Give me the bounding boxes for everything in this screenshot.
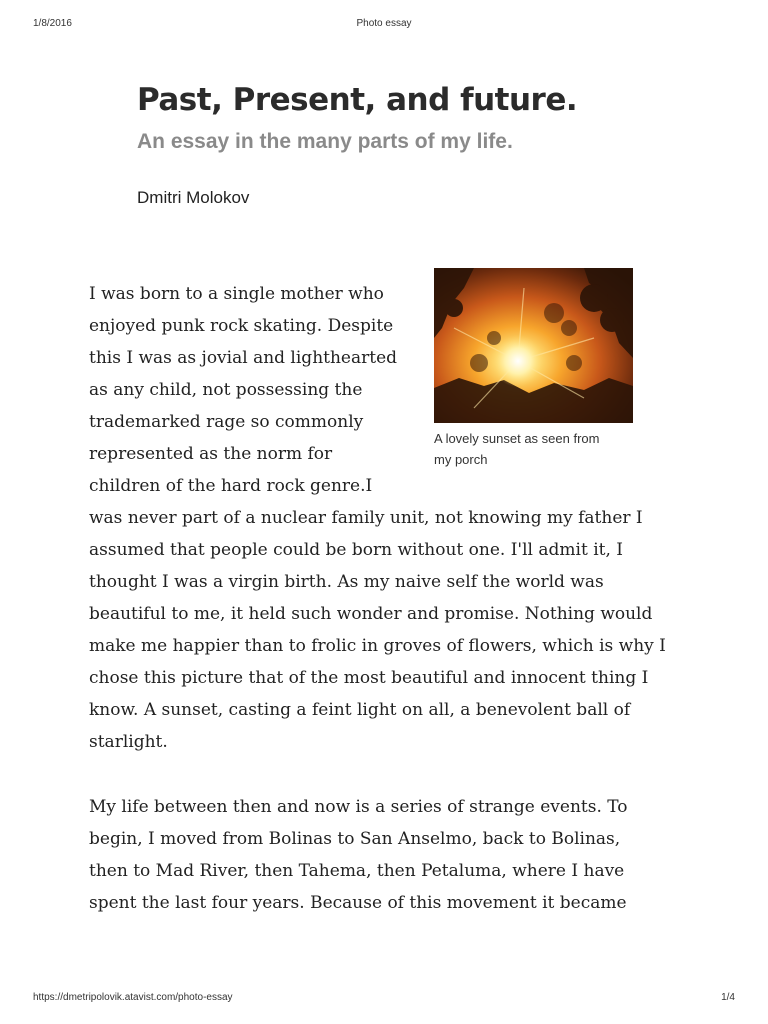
text-line: make me happier than to frolic in groves of flowers, which is why I [89, 636, 666, 656]
text-line: know. A sunset, casting a feint light on all, a benevolent ball of [89, 700, 631, 720]
print-page-number: 1/4 [721, 992, 735, 1003]
text-line: this I was as jovial and lighthearted [89, 348, 398, 368]
text-line: trademarked rage so commonly [89, 412, 364, 432]
text-line: represented as the norm for [89, 444, 333, 464]
print-url: https://dmetripolovik.atavist.com/photo-essay [33, 992, 233, 1003]
text-line: beautiful to me, it held such wonder and promise. Nothing would [89, 604, 653, 624]
text-line: spent the last four years. Because of this movement it became [89, 893, 627, 913]
text-line: children of the hard rock genre.I [89, 476, 373, 496]
text-line: My life between then and now is a series of strange events. To [89, 797, 628, 817]
caption-line: A lovely sunset as seen from [434, 431, 600, 446]
essay-paragraph-1 [89, 278, 666, 758]
article-author: Dmitri Molokov [137, 188, 250, 207]
text-line: chose this picture that of the most beautiful and innocent thing I [89, 668, 649, 688]
text-line: starlight. [89, 732, 168, 752]
text-line: assumed that people could be born without one. I'll admit it, I [89, 540, 623, 560]
article-subtitle: An essay in the many parts of my life. [137, 130, 513, 153]
text-line: enjoyed punk rock skating. Despite [89, 316, 394, 336]
article-title: Past, Present, and future. [137, 82, 578, 118]
text-line: then to Mad River, then Tahema, then Petaluma, where I have [89, 861, 625, 881]
print-date: 1/8/2016 [33, 18, 72, 29]
text-line: was never part of a nuclear family unit, not knowing my father I [89, 508, 643, 528]
text-line: I was born to a single mother who [89, 284, 384, 304]
text-line: as any child, not possessing the [89, 380, 363, 400]
text-line: thought I was a virgin birth. As my naive self the world was [89, 572, 604, 592]
text-line: begin, I moved from Bolinas to San Anselmo, back to Bolinas, [89, 829, 621, 849]
caption-line: my porch [434, 452, 488, 467]
essay-paragraph-2 [89, 791, 628, 919]
print-page-title: Photo essay [356, 18, 412, 29]
